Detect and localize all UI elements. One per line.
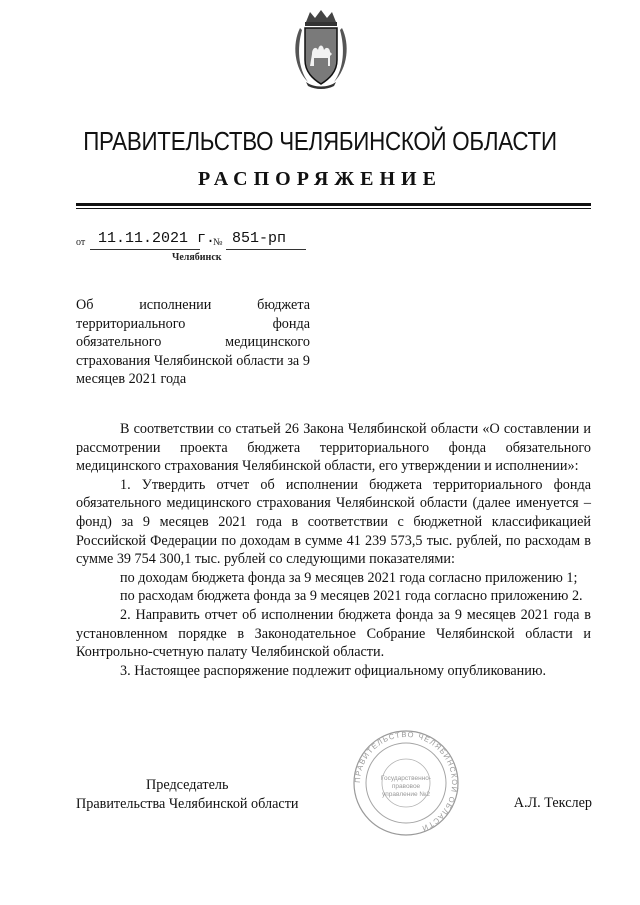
document-type-title: РАСПОРЯЖЕНИЕ bbox=[198, 168, 442, 190]
stamp-ring-text: ПРАВИТЕЛЬСТВО ЧЕЛЯБИНСКОЙ ОБЛАСТИ bbox=[352, 729, 460, 834]
header-rule-thin bbox=[76, 208, 591, 209]
subject-text: Об исполнении бюджета территориального фонда обязательного медицинского страхования Челябинской области за 9 месяцев 2021 года bbox=[76, 297, 310, 388]
body-paragraph-item-3: 3. Настоящее распоряжение подлежит официальному опубликованию. bbox=[120, 662, 547, 679]
official-stamp-icon bbox=[336, 728, 476, 838]
body-paragraph-item-1: 1. Утвердить отчет об исполнении бюджета территориального фонда обязательного медицинского страхования Челябинской области (далее именуется – фонд) за 9 месяцев 2021 года в соответствии с бюджетной классификацией Российской Федерации по доходам в сумме 41 239 573,5 тыс. рублей, по расходам в сумме 39 754 300,1 тыс. рублей со следующими показателями: bbox=[76, 476, 591, 568]
date-prefix: от bbox=[76, 237, 86, 248]
document-date: 11.11.2021 г. bbox=[98, 230, 216, 247]
svg-text:управление №2: управление №2 bbox=[382, 791, 430, 798]
document-number: 851-рп bbox=[232, 230, 287, 247]
body-paragraph-item-2: 2. Направить отчет об исполнении бюджета фонда за 9 месяцев 2021 года в установленном порядке в Законодательное Собрание Челябинской области и Контрольно-счетную палату Челябинской области. bbox=[76, 606, 591, 661]
body-paragraph-preamble: В соответствии со статьей 26 Закона Челябинской области «О составлении и рассмотрении проекта бюджета территориального фонда обязательного медицинского страхования Челябинской области, его утверждении и исполнении»: bbox=[76, 421, 591, 475]
body-paragraph-expenses: по расходам бюджета фонда за 9 месяцев 2021 года согласно приложению 2. bbox=[120, 588, 583, 605]
coat-of-arms-icon bbox=[288, 8, 354, 90]
document-body bbox=[76, 420, 591, 680]
svg-text:Государственно-: Государственно- bbox=[380, 775, 432, 782]
signatory-role bbox=[76, 776, 336, 814]
date-underline bbox=[90, 249, 200, 250]
signatory-role-line-2: Правительства Челябинской области bbox=[76, 796, 299, 812]
government-title: ПРАВИТЕЛЬСТВО ЧЕЛЯБИНСКОЙ ОБЛАСТИ bbox=[83, 126, 557, 156]
signatory-name: А.Л. Текслер bbox=[513, 795, 592, 811]
document-subject bbox=[76, 296, 310, 389]
header-rule-thick bbox=[76, 203, 591, 206]
signatory-role-line-1: Председатель bbox=[146, 777, 229, 793]
svg-text:правовое: правовое bbox=[391, 783, 421, 790]
number-underline bbox=[226, 249, 306, 250]
date-number-row bbox=[76, 230, 316, 250]
city-label: Челябинск bbox=[172, 252, 222, 263]
number-prefix: № bbox=[213, 237, 223, 248]
body-paragraph-income: по доходам бюджета фонда за 9 месяцев 2021 года согласно приложению 1; bbox=[120, 569, 578, 586]
